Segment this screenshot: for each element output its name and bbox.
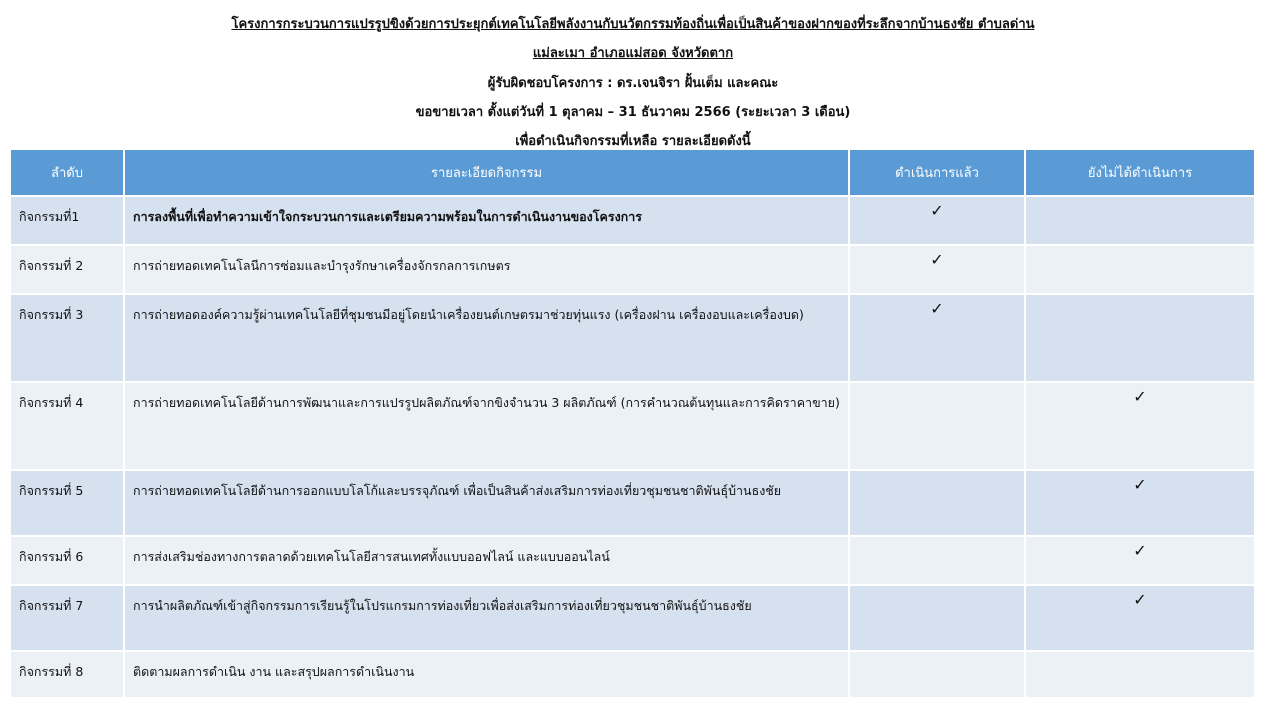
activity-detail: การถ่ายทอดเทคโนโลยีด้านการพัฒนาและการแปรรูปผลิตภัณฑ์จากขิงจำนวน 3 ผลิตภัณฑ์ (การคำนวณต้นทุนและการคิดราคาขาย) — [125, 383, 848, 469]
table-row — [11, 295, 1254, 381]
pending-check-icon: ✓ — [1026, 383, 1254, 469]
project-title-line-1: โครงการกระบวนการแปรรูปขิงด้วยการประยุกต์เทคโนโลยีพลังงานกับนวัตกรรมท้องถิ่นเพื่อเป็นสินค้าของฝากของที่ระลึกจากบ้านธงชัย ตำบลด่าน — [231, 17, 1035, 32]
activity-number: กิจกรรมที่1 — [11, 197, 123, 244]
activity-detail: การลงพื้นที่เพื่อทำความเข้าใจกระบวนการและเตรียมความพร้อมในการดำเนินงานของโครงการ — [125, 197, 848, 244]
done-check-icon: ✓ — [850, 246, 1024, 293]
done-check-icon — [850, 652, 1024, 697]
activity-detail: การส่งเสริมช่องทางการตลาดด้วยเทคโนโลยีสารสนเทศทั้งแบบออฟไลน์ และแบบออนไลน์ — [125, 537, 848, 584]
pending-check-icon — [1026, 295, 1254, 381]
project-title-line-2: แม่ละเมา อำเภอแม่สอด จังหวัดตาก — [532, 46, 734, 61]
done-check-icon — [850, 471, 1024, 535]
project-owner: ผู้รับผิดชอบโครงการ : ดร.เจนจิรา ฝั้นเต็ม และคณะ — [487, 76, 779, 91]
pending-check-icon: ✓ — [1026, 586, 1254, 650]
activity-number: กิจกรรมที่ 8 — [11, 652, 123, 697]
done-check-icon — [850, 383, 1024, 469]
table-row — [11, 537, 1254, 584]
column-header-done: ดำเนินการแล้ว — [850, 150, 1024, 195]
column-header-detail: รายละเอียดกิจกรรม — [125, 150, 848, 195]
pending-check-icon: ✓ — [1026, 471, 1254, 535]
column-header-order: ลำดับ — [11, 150, 123, 195]
done-check-icon — [850, 537, 1024, 584]
table-header-row — [11, 150, 1254, 195]
activity-number: กิจกรรมที่ 2 — [11, 246, 123, 293]
table-row — [11, 197, 1254, 244]
pending-check-icon — [1026, 652, 1254, 697]
pending-check-icon: ✓ — [1026, 537, 1254, 584]
activity-number: กิจกรรมที่ 5 — [11, 471, 123, 535]
table-row — [11, 246, 1254, 293]
activity-number: กิจกรรมที่ 6 — [11, 537, 123, 584]
table-row — [11, 586, 1254, 650]
table-row — [11, 471, 1254, 535]
activity-number: กิจกรรมที่ 3 — [11, 295, 123, 381]
table-row — [11, 652, 1254, 697]
activity-detail: การนำผลิตภัณฑ์เข้าสู่กิจกรรมการเรียนรู้ในโปรแกรมการท่องเที่ยวเพื่อส่งเสริมการท่องเที่ยวชุมชนชาติพันธุ์บ้านธงชัย — [125, 586, 848, 650]
pending-check-icon — [1026, 246, 1254, 293]
activity-detail: ติดตามผลการดำเนิน งาน และสรุปผลการดำเนินงาน — [125, 652, 848, 697]
activity-number: กิจกรรมที่ 7 — [11, 586, 123, 650]
column-header-pending: ยังไม่ได้ดำเนินการ — [1026, 150, 1254, 195]
activity-detail: การถ่ายทอดเทคโนโลยีด้านการออกแบบโลโก้และบรรจุภัณฑ์ เพื่อเป็นสินค้าส่งเสริมการท่องเที่ยวชุมชนชาติพันธุ์บ้านธงชัย — [125, 471, 848, 535]
activity-detail: การถ่ายทอดองค์ความรู้ผ่านเทคโนโลยีที่ชุมชนมีอยู่โดยนำเครื่องยนต์เกษตรมาช่วยทุ่นแรง (เครื่องฝาน เครื่องอบและเครื่องบด) — [125, 295, 848, 381]
done-check-icon — [850, 586, 1024, 650]
done-check-icon: ✓ — [850, 295, 1024, 381]
table-row — [11, 383, 1254, 469]
activity-table — [9, 148, 1256, 699]
extension-period: ขอขายเวลา ตั้งแต่วันที่ 1 ตุลาคม – 31 ธันวาคม 2566 (ระยะเวลา 3 เดือน) — [415, 105, 851, 120]
activity-detail: การถ่ายทอดเทคโนโลนีการซ่อมและบำรุงรักษาเครื่องจักรกลการเกษตร — [125, 246, 848, 293]
done-check-icon: ✓ — [850, 197, 1024, 244]
pending-check-icon — [1026, 197, 1254, 244]
activity-number: กิจกรรมที่ 4 — [11, 383, 123, 469]
remaining-activities-note: เพื่อดำเนินกิจกรรมที่เหลือ รายละเอียดดังนี้ — [515, 134, 751, 149]
